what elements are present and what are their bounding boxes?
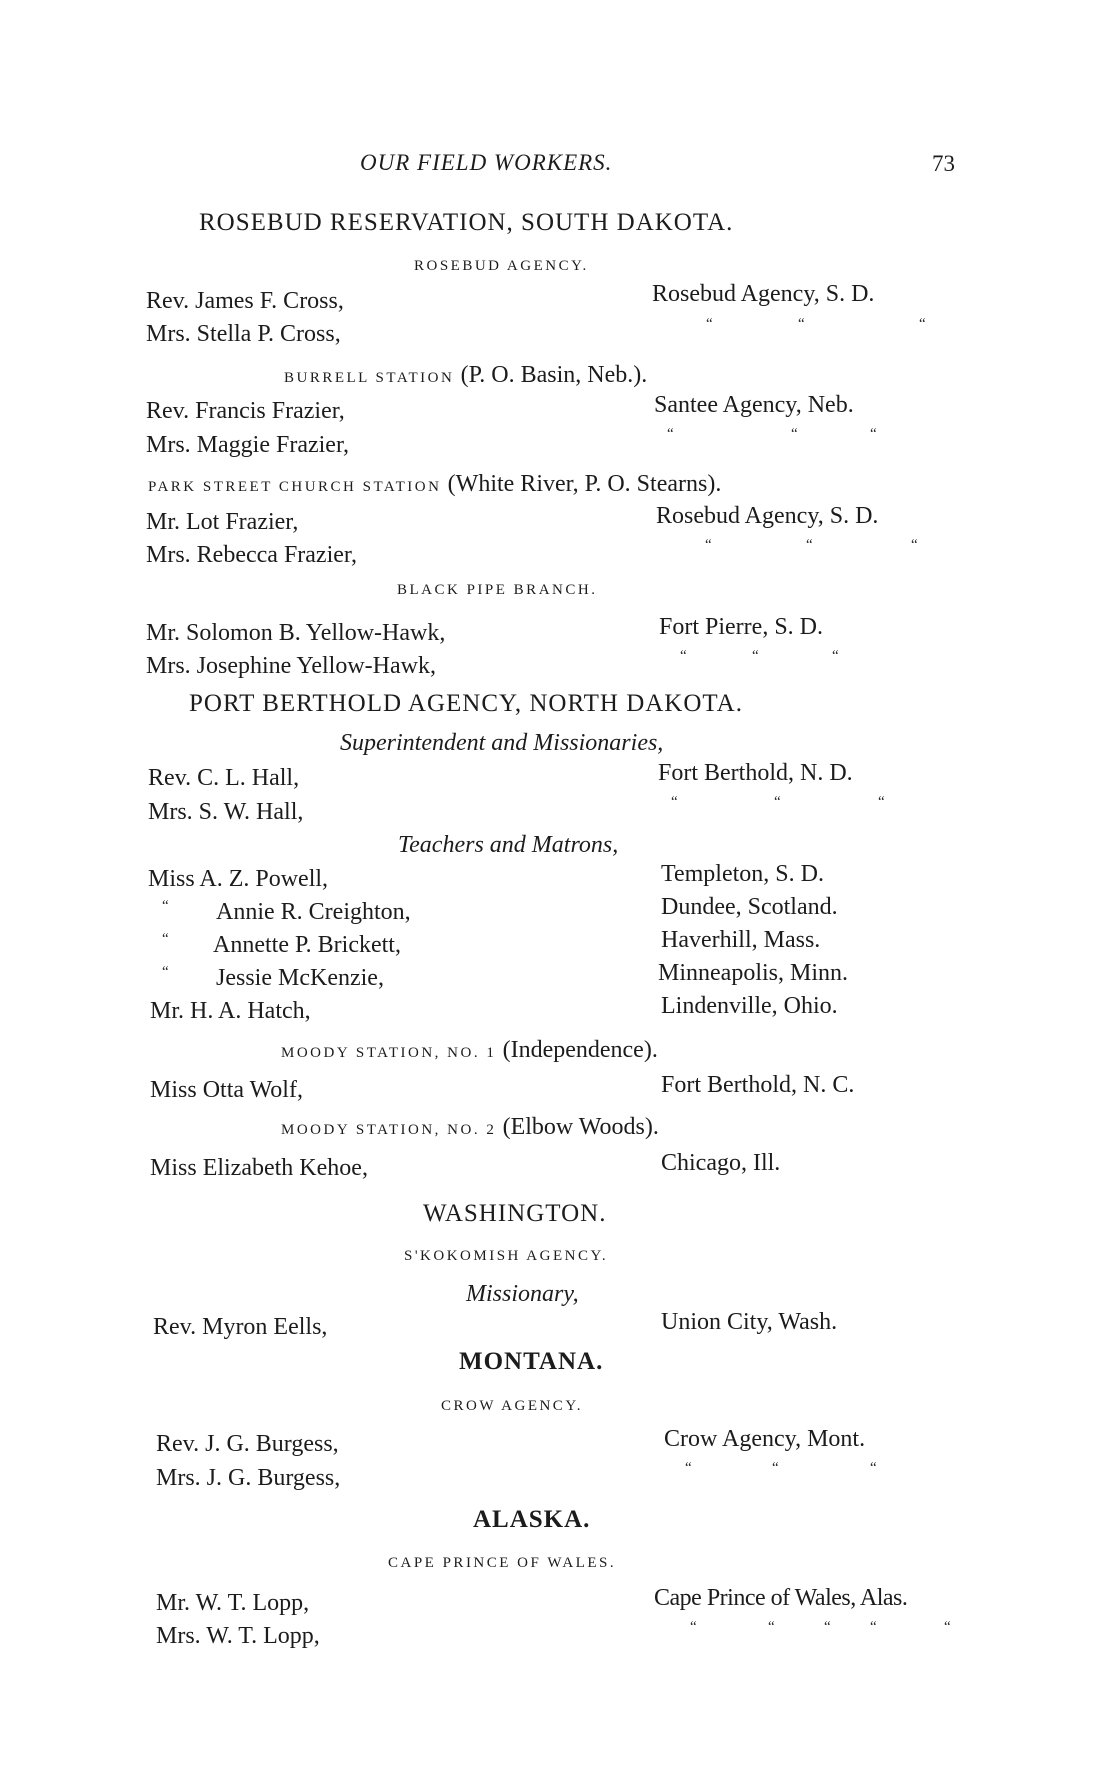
- ditto-mark: “: [791, 426, 798, 442]
- worker-location: Rosebud Agency, S. D.: [656, 503, 879, 529]
- subheading-missionary: Missionary,: [466, 1281, 579, 1307]
- station-heading-moody-1: [281, 1037, 658, 1064]
- agency-heading-cape-prince: CAPE PRINCE OF WALES.: [388, 1555, 617, 1571]
- worker-name: Mrs. Rebecca Frazier,: [146, 542, 357, 568]
- worker-name: Mrs. W. T. Lopp,: [156, 1623, 320, 1649]
- ditto-mark: “: [752, 648, 759, 664]
- station-label: BURRELL STATION: [284, 370, 455, 386]
- worker-location: Rosebud Agency, S. D.: [652, 281, 875, 307]
- section-title-alaska: ALASKA.: [473, 1506, 591, 1533]
- worker-name: Mr. Lot Frazier,: [146, 509, 299, 535]
- section-title-berthold: PORT BERTHOLD AGENCY, NORTH DAKOTA.: [189, 690, 743, 717]
- station-parenthetical: (White River, P. O. Stearns).: [447, 471, 722, 497]
- worker-location: Union City, Wash.: [661, 1309, 838, 1335]
- ditto-mark: “: [680, 648, 687, 664]
- ditto-mark: “: [768, 1619, 775, 1635]
- ditto-mark: “: [774, 794, 781, 810]
- ditto-mark: “: [162, 898, 169, 914]
- ditto-mark: “: [824, 1619, 831, 1635]
- worker-name: Mr. H. A. Hatch,: [150, 998, 311, 1024]
- ditto-mark: “: [832, 648, 839, 664]
- subheading-teachers: Teachers and Matrons,: [398, 832, 619, 858]
- subheading-superintendent: Superintendent and Missionaries,: [340, 730, 664, 756]
- worker-location: Minneapolis, Minn.: [658, 960, 848, 986]
- page-number: 73: [932, 151, 955, 176]
- ditto-mark: “: [706, 316, 713, 332]
- branch-heading-black-pipe: BLACK PIPE BRANCH.: [397, 582, 598, 598]
- ditto-mark: “: [870, 1460, 877, 1476]
- worker-location: Templeton, S. D.: [661, 861, 824, 887]
- station-label: MOODY STATION, NO. 1: [281, 1045, 497, 1061]
- agency-heading-rosebud: ROSEBUD AGENCY.: [414, 258, 589, 274]
- worker-name: Jessie McKenzie,: [216, 965, 384, 991]
- ditto-mark: “: [911, 537, 918, 553]
- station-parenthetical: (Independence).: [502, 1037, 658, 1063]
- worker-location: Fort Pierre, S. D.: [659, 614, 823, 640]
- ditto-mark: “: [705, 537, 712, 553]
- worker-name: Rev. C. L. Hall,: [148, 765, 300, 791]
- agency-heading-skokomish: S'KOKOMISH AGENCY.: [404, 1248, 609, 1264]
- station-parenthetical: (Elbow Woods).: [502, 1114, 659, 1140]
- ditto-mark: “: [870, 426, 877, 442]
- worker-location: Fort Berthold, N. D.: [658, 760, 853, 786]
- worker-location: Santee Agency, Neb.: [654, 392, 854, 418]
- station-parenthetical: (P. O. Basin, Neb.).: [460, 362, 648, 388]
- worker-location: Chicago, Ill.: [661, 1150, 781, 1176]
- ditto-mark: “: [806, 537, 813, 553]
- ditto-mark: “: [162, 964, 169, 980]
- worker-name: Annie R. Creighton,: [216, 899, 411, 925]
- section-title-rosebud: ROSEBUD RESERVATION, SOUTH DAKOTA.: [199, 209, 734, 236]
- worker-name: Annette P. Brickett,: [213, 932, 401, 958]
- worker-name: Mrs. Josephine Yellow-Hawk,: [146, 653, 436, 679]
- ditto-mark: “: [685, 1460, 692, 1476]
- section-title-montana: MONTANA.: [459, 1348, 604, 1375]
- ditto-mark: “: [690, 1619, 697, 1635]
- worker-name: Mrs. J. G. Burgess,: [156, 1465, 341, 1491]
- ditto-mark: “: [944, 1619, 951, 1635]
- ditto-mark: “: [919, 316, 926, 332]
- worker-name: Rev. Francis Frazier,: [146, 398, 345, 424]
- worker-location: Fort Berthold, N. C.: [661, 1072, 855, 1098]
- station-heading-moody-2: [281, 1114, 659, 1141]
- ditto-mark: “: [878, 794, 885, 810]
- station-heading-burrell: [284, 362, 647, 389]
- worker-name: Rev. James F. Cross,: [146, 288, 344, 314]
- ditto-mark: “: [667, 426, 674, 442]
- station-label: MOODY STATION, NO. 2: [281, 1122, 497, 1138]
- running-title: OUR FIELD WORKERS.: [360, 150, 613, 175]
- ditto-mark: “: [162, 931, 169, 947]
- worker-location: Lindenville, Ohio.: [661, 993, 838, 1019]
- worker-name: Rev. Myron Eells,: [153, 1314, 328, 1340]
- worker-name: Mrs. Stella P. Cross,: [146, 321, 341, 347]
- ditto-mark: “: [798, 316, 805, 332]
- section-title-washington: WASHINGTON.: [423, 1200, 607, 1227]
- worker-location: Haverhill, Mass.: [661, 927, 821, 953]
- worker-location: Cape Prince of Wales, Alas.: [654, 1585, 908, 1611]
- ditto-mark: “: [772, 1460, 779, 1476]
- worker-name: Mrs. Maggie Frazier,: [146, 432, 349, 458]
- worker-name: Miss Otta Wolf,: [150, 1077, 303, 1103]
- worker-name: Miss A. Z. Powell,: [148, 866, 329, 892]
- worker-name: Miss Elizabeth Kehoe,: [150, 1155, 368, 1181]
- worker-name: Mr. W. T. Lopp,: [156, 1590, 310, 1616]
- ditto-mark: “: [671, 794, 678, 810]
- station-label: PARK STREET CHURCH STATION: [148, 479, 442, 495]
- worker-name: Rev. J. G. Burgess,: [156, 1431, 339, 1457]
- worker-name: Mrs. S. W. Hall,: [148, 799, 304, 825]
- worker-name: Mr. Solomon B. Yellow-Hawk,: [146, 620, 446, 646]
- worker-location: Crow Agency, Mont.: [664, 1426, 866, 1452]
- worker-location: Dundee, Scotland.: [661, 894, 838, 920]
- agency-heading-crow: CROW AGENCY.: [441, 1398, 583, 1414]
- ditto-mark: “: [870, 1619, 877, 1635]
- station-heading-park-street: [148, 471, 721, 498]
